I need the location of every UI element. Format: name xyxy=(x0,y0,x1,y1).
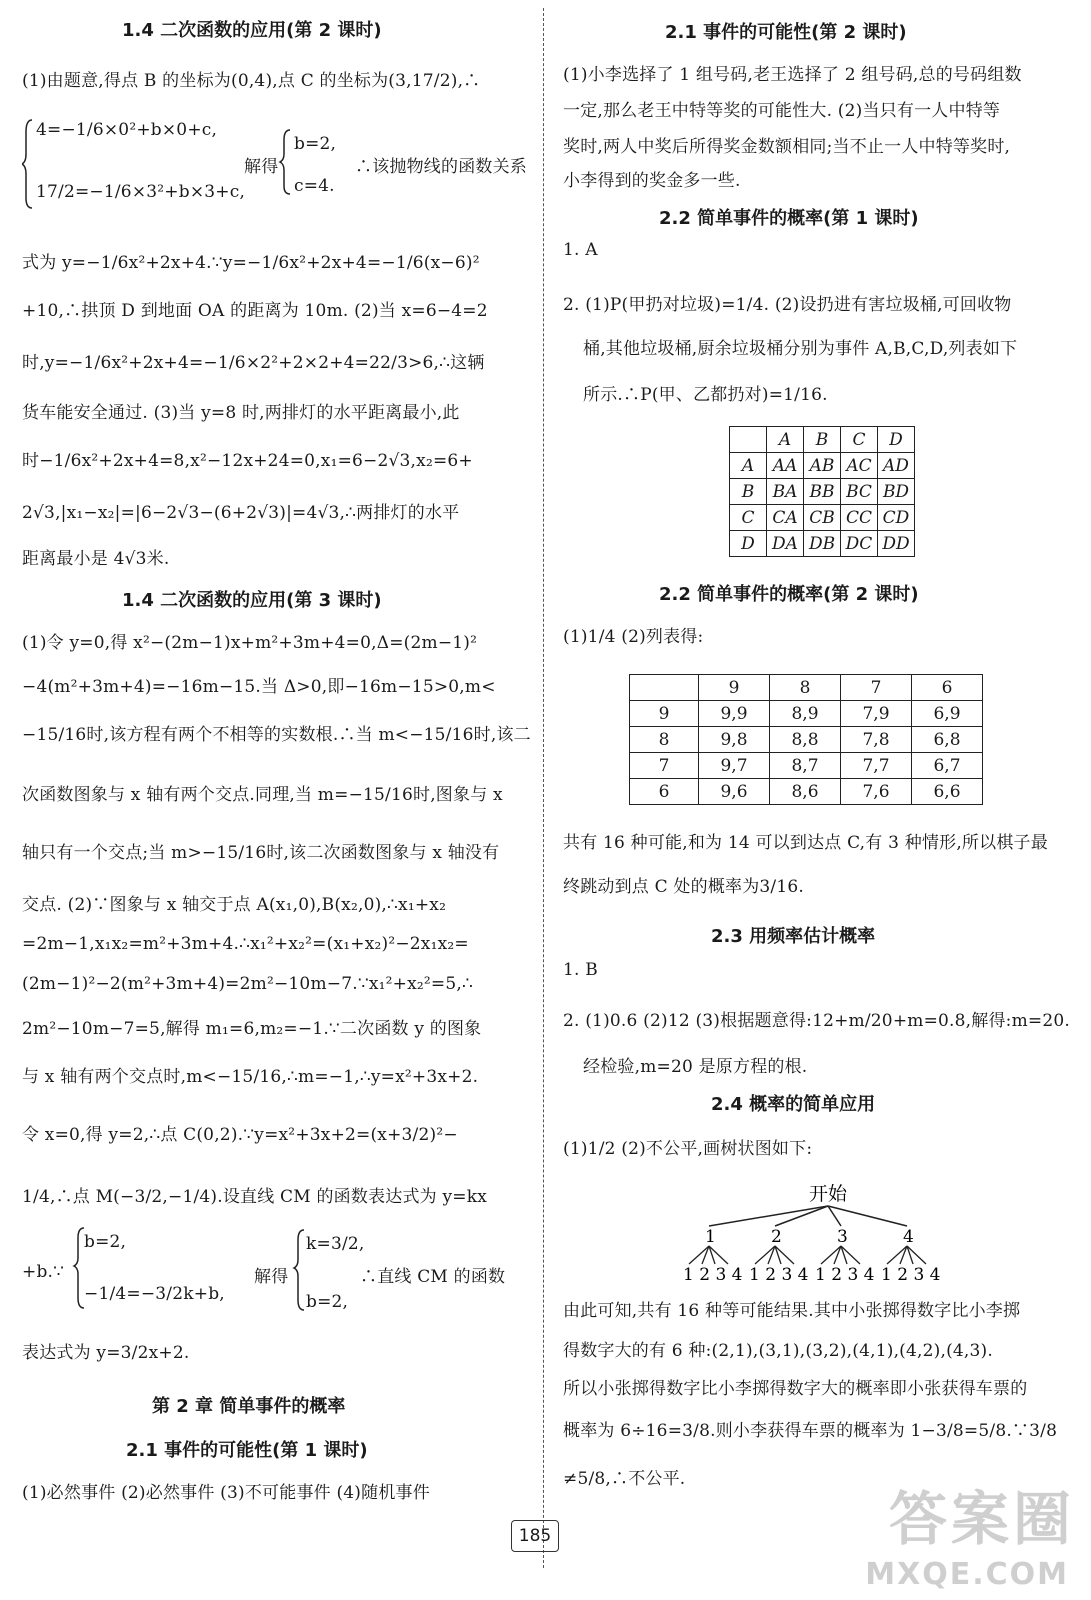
text-line: 1. A xyxy=(563,240,598,260)
text-line: =2m−1,x₁x₂=m²+3m+4.∴x₁²+x₂²=(x₁+x₂)²−2x₁x₂= xyxy=(22,934,469,954)
watermark-url: MXQE.COM xyxy=(865,1557,1069,1592)
text-line: 概率为 6÷16=3/8.则小李获得车票的概率为 1−3/8=5/8.∵3/8 xyxy=(563,1421,1058,1441)
table-cell: 6 xyxy=(630,779,699,805)
text-fragment: ∴直线 CM 的函数 xyxy=(360,1267,506,1287)
tree-diagram xyxy=(673,1180,1003,1284)
text-line: +10,∴拱顶 D 到地面 OA 的距离为 10m. (2)当 x=6−4=2 xyxy=(22,301,488,321)
section-title: 2.1 事件的可能性(第 2 课时) xyxy=(665,22,907,43)
table-cell: 8,9 xyxy=(770,701,841,727)
text-line: (1)1/4 (2)列表得: xyxy=(563,627,704,647)
table-cell: DA xyxy=(767,531,804,557)
text-line: 一定,那么老王中特等奖的可能性大. (2)当只有一人中特等 xyxy=(563,101,1001,121)
text-line: (1)令 y=0,得 x²−(2m−1)x+m²+3m+4=0,Δ=(2m−1)² xyxy=(22,633,478,653)
text-line: 令 x=0,得 y=2,∴点 C(0,2).∵y=x²+3x+2=(x+3/2)²− xyxy=(22,1125,458,1145)
text-line: 所以小张掷得数字比小李掷得数字大的概率即小张获得车票的 xyxy=(563,1379,1028,1399)
section-title: 2.2 简单事件的概率(第 1 课时) xyxy=(659,208,919,229)
table-row xyxy=(730,505,915,531)
table-cell: 8 xyxy=(770,675,841,701)
text-line: 时,y=−1/6x²+2x+4=−1/6×2²+2×2+4=22/3>6,∴这辆 xyxy=(22,353,485,373)
table-row xyxy=(630,779,983,805)
text-line: 次函数图象与 x 轴有两个交点.同理,当 m=−15/16时,图象与 x xyxy=(22,785,503,805)
table-row xyxy=(630,727,983,753)
text-line: 距离最小是 4√3米. xyxy=(22,549,170,569)
table-cell: CB xyxy=(804,505,841,531)
chapter-title: 第 2 章 简单事件的概率 xyxy=(152,1396,346,1417)
table-cell: 6,8 xyxy=(912,727,983,753)
text-line: 由此可知,共有 16 种等可能结果.其中小张掷得数字比小李掷 xyxy=(563,1301,1021,1321)
table-cell: BB xyxy=(804,479,841,505)
table-cell: 7,9 xyxy=(841,701,912,727)
tree-leaves: 1 2 3 4 xyxy=(683,1265,743,1284)
text-line: (1)必然事件 (2)必然事件 (3)不可能事件 (4)随机事件 xyxy=(22,1483,430,1503)
table-cell: 9,8 xyxy=(699,727,770,753)
table-cell: CC xyxy=(841,505,878,531)
text-line: 2. (1)P(甲扔对垃圾)=1/4. (2)设扔进有害垃圾桶,可回收物 xyxy=(563,295,1012,315)
section-title: 2.3 用频率估计概率 xyxy=(711,926,876,947)
table-cell: C xyxy=(841,427,878,453)
text-line: 表达式为 y=3/2x+2. xyxy=(22,1343,190,1363)
table-cell: 9,9 xyxy=(699,701,770,727)
text-line: −4(m²+3m+4)=−16m−15.当 Δ>0,即−16m−15>0,m< xyxy=(22,677,496,697)
table-cell: CD xyxy=(878,505,915,531)
equation-line: 17/2=−1/6×3²+b×3+c, xyxy=(36,182,246,202)
table-cell: DC xyxy=(841,531,878,557)
text-line: 式为 y=−1/6x²+2x+4.∵y=−1/6x²+2x+4=−1/6(x−6)² xyxy=(22,253,480,273)
text-line: 2. (1)0.6 (2)12 (3)根据题意得:12+m/20+m=0.8,解得:m=20. xyxy=(563,1011,1070,1031)
text-line: 1/4,∴点 M(−3/2,−1/4).设直线 CM 的函数表达式为 y=kx xyxy=(22,1187,488,1207)
table-cell: A xyxy=(730,453,767,479)
table-cell: 9 xyxy=(699,675,770,701)
table-cell: DD xyxy=(878,531,915,557)
text-fragment: ∴该抛物线的函数关系 xyxy=(355,157,527,177)
table-cell xyxy=(730,427,767,453)
text-line: 得数字大的有 6 种:(2,1),(3,1),(3,2),(4,1),(4,2),(4,3). xyxy=(563,1341,993,1361)
table-cell: DB xyxy=(804,531,841,557)
equation-line: b=2, xyxy=(84,1232,127,1252)
text-line: 与 x 轴有两个交点时,m<−15/16,∴m=−1,∴y=x²+3x+2. xyxy=(22,1067,479,1087)
table-cell: A xyxy=(767,427,804,453)
table-cell: 7,8 xyxy=(841,727,912,753)
table-cell: 8,7 xyxy=(770,753,841,779)
table-cell: 8,6 xyxy=(770,779,841,805)
table-cell: 8 xyxy=(630,727,699,753)
section-title: 2.1 事件的可能性(第 1 课时) xyxy=(126,1440,368,1461)
table-cell: 7 xyxy=(841,675,912,701)
equation-line: b=2, xyxy=(306,1292,349,1312)
tree-leaves: 1 2 3 4 xyxy=(815,1265,875,1284)
text-line: 终跳动到点 C 处的概率为3/16. xyxy=(563,877,804,897)
text-line: (1)小李选择了 1 组号码,老王选择了 2 组号码,总的号码组数 xyxy=(563,65,1022,85)
table-cell xyxy=(630,675,699,701)
tree-leaves: 1 2 3 4 xyxy=(881,1265,941,1284)
tree-root-label: 开始 xyxy=(809,1183,848,1205)
text-line: 共有 16 种可能,和为 14 可以到达点 C,有 3 种情形,所以棋子最 xyxy=(563,833,1048,853)
section-title: 1.4 二次函数的应用(第 2 课时) xyxy=(122,20,382,41)
text-line: 1. B xyxy=(563,960,598,980)
table-row xyxy=(630,675,983,701)
tree-node: 3 xyxy=(837,1227,848,1247)
section-title: 2.4 概率的简单应用 xyxy=(711,1094,876,1115)
equation-line: −1/4=−3/2k+b, xyxy=(84,1284,225,1304)
table-cell: AA xyxy=(767,453,804,479)
sum-table xyxy=(629,674,983,805)
table-cell: BC xyxy=(841,479,878,505)
table-cell: 9,6 xyxy=(699,779,770,805)
table-cell: 6,6 xyxy=(912,779,983,805)
table-cell: 6,7 xyxy=(912,753,983,779)
table-cell: 9,7 xyxy=(699,753,770,779)
table-cell: 6 xyxy=(912,675,983,701)
watermark-logo: 答案圈 xyxy=(888,1485,1075,1553)
text-line: 2m²−10m−7=5,解得 m₁=6,m₂=−1.∵二次函数 y 的图象 xyxy=(22,1019,482,1039)
table-cell: 6,9 xyxy=(912,701,983,727)
table-row xyxy=(730,531,915,557)
table-cell: BA xyxy=(767,479,804,505)
column-divider xyxy=(543,8,544,1568)
table-row xyxy=(730,453,915,479)
table-cell: D xyxy=(878,427,915,453)
text-line: 奖时,两人中奖后所得奖金数额相同;当不止一人中特等奖时, xyxy=(563,137,1011,157)
brace-marks xyxy=(22,1222,542,1332)
text-line: 所示.∴P(甲、乙都扔对)=1/16. xyxy=(583,385,828,405)
text-line: 交点. (2)∵图象与 x 轴交于点 A(x₁,0),B(x₂,0),∴x₁+x₂ xyxy=(22,895,447,915)
section-title: 2.2 简单事件的概率(第 2 课时) xyxy=(659,584,919,605)
equation-line: 4=−1/6×0²+b×0+c, xyxy=(36,120,218,140)
text-line: 货车能安全通过. (3)当 y=8 时,两排灯的水平距离最小,此 xyxy=(22,403,460,423)
text-line: 2√3,|x₁−x₂|=|6−2√3−(6+2√3)|=4√3,∴两排灯的水平 xyxy=(22,503,460,523)
tree-node: 1 xyxy=(705,1227,716,1247)
table-row xyxy=(730,427,915,453)
table-row xyxy=(630,753,983,779)
table-cell: AD xyxy=(878,453,915,479)
page-number: 185 xyxy=(511,1520,559,1552)
equation-line: k=3/2, xyxy=(306,1234,365,1254)
tree-node: 4 xyxy=(903,1227,914,1247)
text-line: (1)由题意,得点 B 的坐标为(0,4),点 C 的坐标为(3,17/2),∴ xyxy=(22,71,481,91)
text-line: 经检验,m=20 是原方程的根. xyxy=(583,1057,808,1077)
table-cell: D xyxy=(730,531,767,557)
text-line: (2m−1)²−2(m²+3m+4)=2m²−10m−7.∵x₁²+x₂²=5,∴ xyxy=(22,974,474,994)
table-row xyxy=(630,701,983,727)
table-cell: CA xyxy=(767,505,804,531)
table-cell: B xyxy=(730,479,767,505)
probability-table xyxy=(729,426,915,557)
table-cell: 8,8 xyxy=(770,727,841,753)
text-fragment: 解得 xyxy=(244,157,279,177)
text-line: 桶,其他垃圾桶,厨余垃圾桶分别为事件 A,B,C,D,列表如下 xyxy=(583,339,1018,359)
text-fragment: +b.∵ xyxy=(22,1262,65,1282)
table-cell: 7 xyxy=(630,753,699,779)
table-cell: BD xyxy=(878,479,915,505)
text-line: ≠5/8,∴不公平. xyxy=(563,1469,686,1489)
equation-line: c=4. xyxy=(294,176,335,196)
text-line: −15/16时,该方程有两个不相等的实数根.∴当 m<−15/16时,该二 xyxy=(22,725,531,745)
table-cell: C xyxy=(730,505,767,531)
text-line: 时−1/6x²+2x+4=8,x²−12x+24=0,x₁=6−2√3,x₂=6+ xyxy=(22,451,473,471)
section-title: 1.4 二次函数的应用(第 3 课时) xyxy=(122,590,382,611)
table-cell: 9 xyxy=(630,701,699,727)
tree-node: 2 xyxy=(771,1227,782,1247)
text-line: (1)1/2 (2)不公平,画树状图如下: xyxy=(563,1139,813,1159)
equation-line: b=2, xyxy=(294,134,337,154)
text-fragment: 解得 xyxy=(254,1267,289,1287)
brace-marks xyxy=(22,112,542,312)
table-cell: B xyxy=(804,427,841,453)
table-row xyxy=(730,479,915,505)
table-cell: AC xyxy=(841,453,878,479)
text-line: 小李得到的奖金多一些. xyxy=(563,171,741,191)
text-line: 轴只有一个交点;当 m>−15/16时,该二次函数图象与 x 轴没有 xyxy=(22,843,500,863)
table-cell: 7,7 xyxy=(841,753,912,779)
table-cell: AB xyxy=(804,453,841,479)
table-cell: 7,6 xyxy=(841,779,912,805)
tree-leaves: 1 2 3 4 xyxy=(749,1265,809,1284)
